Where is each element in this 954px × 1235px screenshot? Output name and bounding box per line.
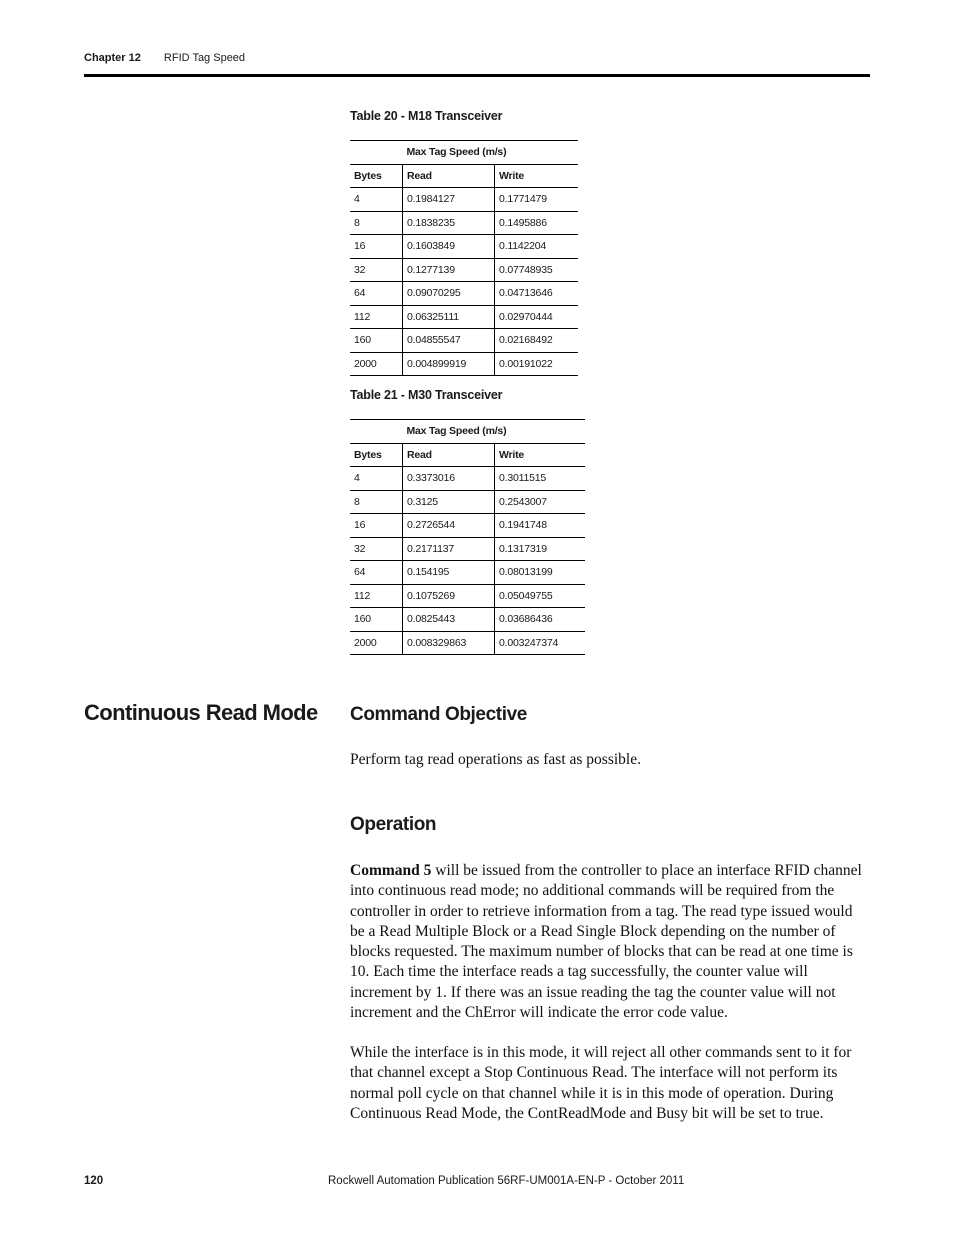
cell-read: 0.09070295 bbox=[403, 282, 495, 306]
cell-read: 0.3373016 bbox=[403, 467, 495, 491]
table-row bbox=[350, 282, 578, 306]
group-header: Max Tag Speed (m/s) bbox=[403, 420, 586, 444]
table-header-row bbox=[350, 443, 585, 467]
cell-write: 0.08013199 bbox=[495, 561, 586, 585]
table-group-header-row bbox=[350, 141, 578, 165]
cell-read: 0.06325111 bbox=[403, 305, 495, 329]
cell-write: 0.04713646 bbox=[495, 282, 579, 306]
objective-heading: Command Objective bbox=[350, 704, 527, 725]
table-row bbox=[350, 235, 578, 259]
table-row bbox=[350, 561, 585, 585]
cell-read: 0.2171137 bbox=[403, 537, 495, 561]
cell-bytes: 32 bbox=[350, 258, 403, 282]
cell-write: 0.05049755 bbox=[495, 584, 586, 608]
cell-bytes: 8 bbox=[350, 211, 403, 235]
operation-paragraph-1 bbox=[350, 861, 870, 1023]
table-row bbox=[350, 305, 578, 329]
cell-write: 0.02168492 bbox=[495, 329, 579, 353]
col-header-read: Read bbox=[403, 443, 495, 467]
cell-read: 0.004899919 bbox=[403, 352, 495, 376]
col-header-bytes: Bytes bbox=[350, 443, 403, 467]
cell-bytes: 160 bbox=[350, 329, 403, 353]
cell-read: 0.3125 bbox=[403, 490, 495, 514]
table-row bbox=[350, 188, 578, 212]
table21-caption: Table 21 - M30 Transceiver bbox=[350, 388, 503, 402]
cell-write: 0.1941748 bbox=[495, 514, 586, 538]
cell-read: 0.0825443 bbox=[403, 608, 495, 632]
group-header: Max Tag Speed (m/s) bbox=[403, 141, 579, 165]
table-row bbox=[350, 584, 585, 608]
cell-bytes: 16 bbox=[350, 514, 403, 538]
cell-read: 0.008329863 bbox=[403, 631, 495, 655]
objective-text: Perform tag read operations as fast as possible. bbox=[350, 751, 641, 768]
cell-bytes: 112 bbox=[350, 584, 403, 608]
table-row bbox=[350, 608, 585, 632]
table21 bbox=[350, 419, 585, 655]
cell-read: 0.1603849 bbox=[403, 235, 495, 259]
page-number: 120 bbox=[84, 1175, 104, 1187]
chapter-title: RFID Tag Speed bbox=[163, 52, 246, 64]
command-label: Command 5 bbox=[350, 862, 432, 879]
cell-read: 0.154195 bbox=[403, 561, 495, 585]
cell-bytes: 64 bbox=[350, 282, 403, 306]
cell-bytes: 16 bbox=[350, 235, 403, 259]
cell-write: 0.1771479 bbox=[495, 188, 579, 212]
cell-bytes: 2000 bbox=[350, 352, 403, 376]
cell-write: 0.00191022 bbox=[495, 352, 579, 376]
cell-write: 0.1495886 bbox=[495, 211, 579, 235]
publication-info: Rockwell Automation Publication 56RF-UM001A-EN-P - October 2011 bbox=[328, 1175, 685, 1187]
table-row bbox=[350, 631, 585, 655]
table20 bbox=[350, 140, 578, 376]
operation-paragraph-2: While the interface is in this mode, it will reject all other commands sent to it for that channel except a Stop Continuous Read. The interface will not perform its normal poll cycle on that channel while it is in this mode of operation. During Continuous Read Mode, the ContReadMode and Busy bit will be set to true. bbox=[350, 1044, 852, 1122]
table-corner-cell bbox=[350, 141, 403, 165]
cell-bytes: 32 bbox=[350, 537, 403, 561]
cell-bytes: 160 bbox=[350, 608, 403, 632]
cell-write: 0.07748935 bbox=[495, 258, 579, 282]
cell-write: 0.2543007 bbox=[495, 490, 586, 514]
cell-write: 0.02970444 bbox=[495, 305, 579, 329]
table-row bbox=[350, 514, 585, 538]
col-header-read: Read bbox=[403, 164, 495, 188]
cell-write: 0.03686436 bbox=[495, 608, 586, 632]
table-row bbox=[350, 490, 585, 514]
table-corner-cell bbox=[350, 420, 403, 444]
table20-caption: Table 20 - M18 Transceiver bbox=[350, 109, 503, 123]
cell-write: 0.3011515 bbox=[495, 467, 586, 491]
cell-bytes: 2000 bbox=[350, 631, 403, 655]
cell-bytes: 8 bbox=[350, 490, 403, 514]
table-group-header-row bbox=[350, 420, 585, 444]
table-row bbox=[350, 211, 578, 235]
table-row bbox=[350, 258, 578, 282]
col-header-bytes: Bytes bbox=[350, 164, 403, 188]
cell-bytes: 64 bbox=[350, 561, 403, 585]
cell-read: 0.1984127 bbox=[403, 188, 495, 212]
cell-read: 0.04855547 bbox=[403, 329, 495, 353]
header-rule bbox=[84, 74, 870, 77]
cell-read: 0.1277139 bbox=[403, 258, 495, 282]
cell-write: 0.003247374 bbox=[495, 631, 586, 655]
cell-read: 0.1838235 bbox=[403, 211, 495, 235]
cell-read: 0.2726544 bbox=[403, 514, 495, 538]
chapter-label: Chapter 12 bbox=[84, 52, 141, 64]
operation-heading: Operation bbox=[350, 814, 437, 835]
operation-text-1: will be issued from the controller to place an interface RFID channel into continuous read mode; no additional commands will be required from the controller in order to retrieve information from a tag. The read type issued would be a Read Multiple Block or a Read Single Block depending on the number of blocks requested. The maximum number of blocks that can be read at one time is 10. Each time the interface reads a tag successfully, the counter value will increment by 1. If there was an issue reading the tag the counter value will not increment and the ChError will indicate the error code value. bbox=[350, 862, 862, 1022]
cell-read: 0.1075269 bbox=[403, 584, 495, 608]
table-row bbox=[350, 329, 578, 353]
col-header-write: Write bbox=[495, 164, 579, 188]
page-header bbox=[84, 52, 245, 64]
col-header-write: Write bbox=[495, 443, 586, 467]
cell-write: 0.1317319 bbox=[495, 537, 586, 561]
table-row bbox=[350, 352, 578, 376]
cell-bytes: 4 bbox=[350, 188, 403, 212]
table-header-row bbox=[350, 164, 578, 188]
section-title: Continuous Read Mode bbox=[84, 700, 318, 725]
cell-write: 0.1142204 bbox=[495, 235, 579, 259]
table-row bbox=[350, 537, 585, 561]
cell-bytes: 112 bbox=[350, 305, 403, 329]
cell-bytes: 4 bbox=[350, 467, 403, 491]
table-row bbox=[350, 467, 585, 491]
